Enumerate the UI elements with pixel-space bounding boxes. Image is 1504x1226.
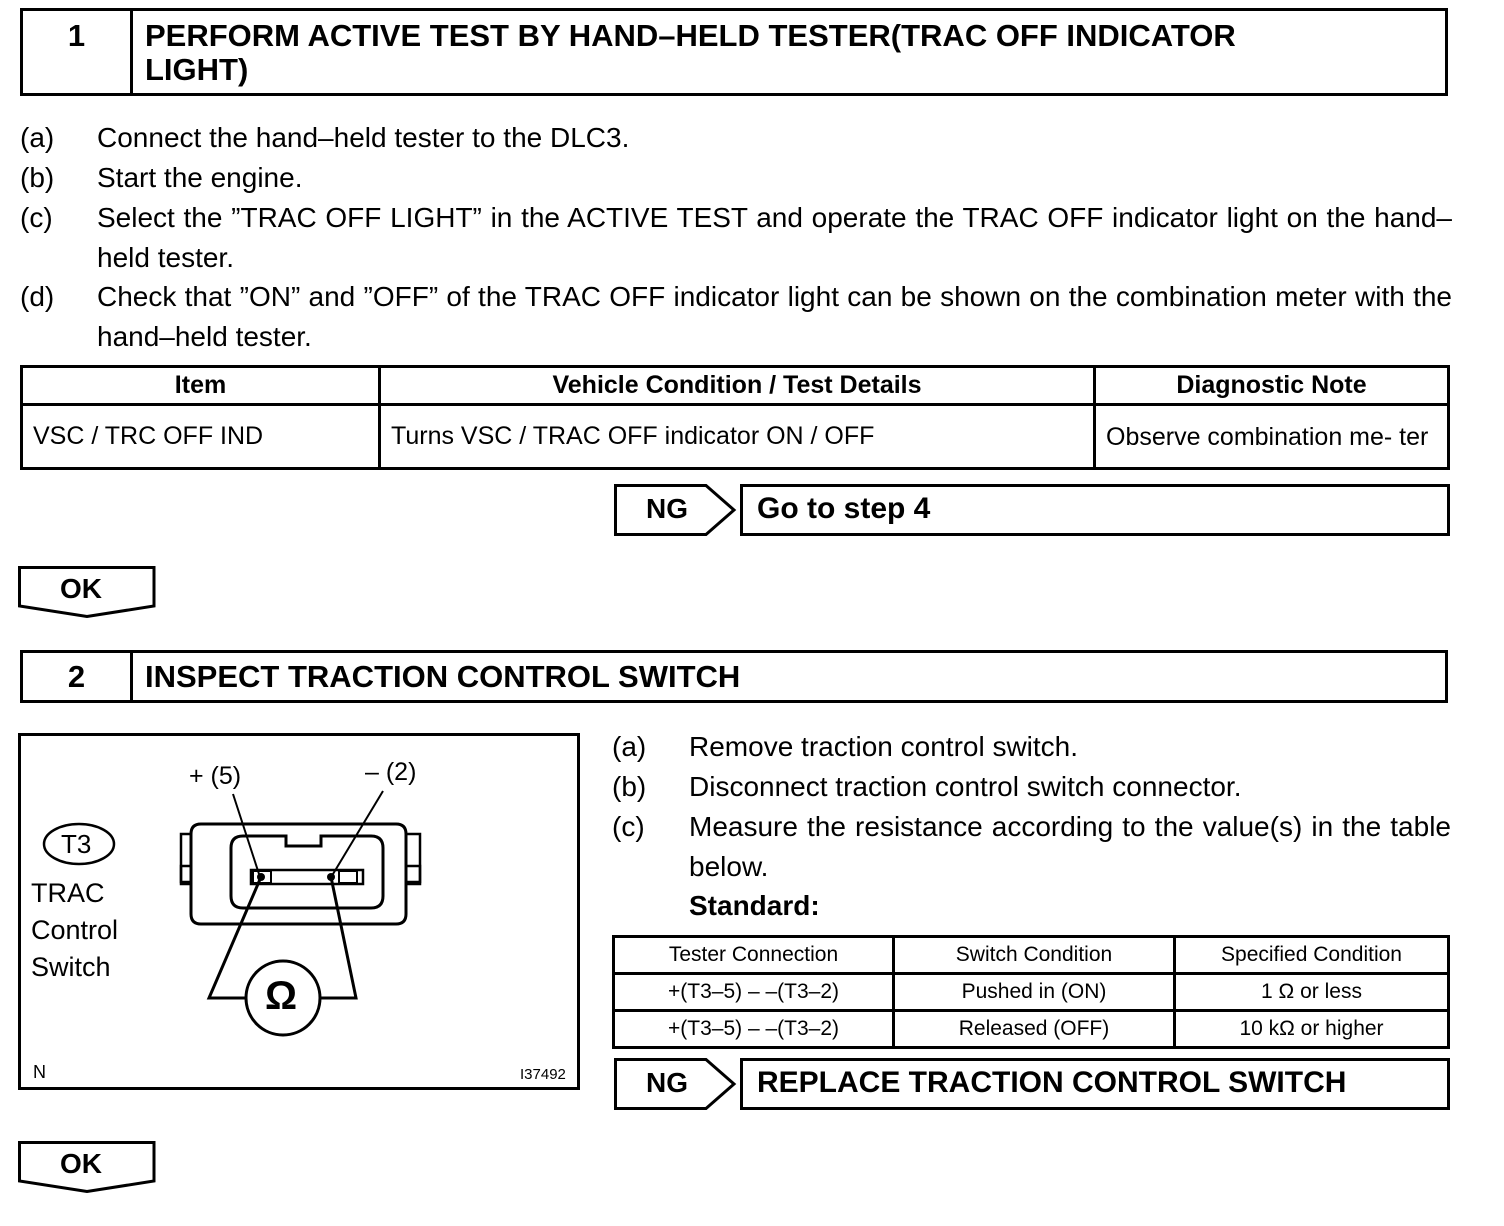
item-label: (a) bbox=[612, 731, 647, 762]
item-text: Start the engine. bbox=[97, 162, 303, 193]
minus-terminal-label: – (2) bbox=[365, 758, 417, 786]
table-row bbox=[22, 405, 1449, 469]
table-cell: Released (OFF) bbox=[894, 1011, 1175, 1048]
component-label-line-2: Control bbox=[31, 915, 119, 945]
ng-label: NG bbox=[646, 1067, 688, 1098]
ok-arrow bbox=[18, 1141, 156, 1193]
item-label: (d) bbox=[20, 281, 55, 312]
table-cell: +(T3–5) – –(T3–2) bbox=[614, 974, 894, 1011]
item-text: Remove traction control switch. bbox=[689, 731, 1079, 762]
connector-id: T3 bbox=[61, 829, 92, 859]
item-text: Check that ”ON” and ”OFF” of the TRAC OFF indicator light can be shown on the combination meter with the hand–held tester. bbox=[97, 281, 1452, 352]
item-label: (c) bbox=[612, 811, 645, 842]
ng-arrow bbox=[614, 484, 744, 536]
item-label: (b) bbox=[20, 162, 55, 193]
step-2-header bbox=[20, 650, 1448, 703]
table-header: Switch Condition bbox=[894, 937, 1175, 974]
ng-result-box: Go to step 4 bbox=[740, 484, 1450, 536]
standard-heading: Standard: bbox=[689, 890, 820, 921]
table-row bbox=[614, 974, 1449, 1011]
ohm-icon: Ω bbox=[265, 974, 298, 1018]
item-text: Measure the resistance according to the value(s) in the table below. bbox=[689, 811, 1451, 882]
figure-id: I37492 bbox=[520, 1066, 566, 1083]
item-text: Select the ”TRAC OFF LIGHT” in the ACTIVE TEST and operate the TRAC OFF indicator light on the hand–held tester. bbox=[97, 202, 1452, 273]
item-label: (b) bbox=[612, 771, 647, 802]
table-cell: Observe combination me- ter bbox=[1095, 405, 1449, 469]
ng-result-box: REPLACE TRACTION CONTROL SWITCH bbox=[740, 1058, 1450, 1110]
component-label-line-1: TRAC bbox=[31, 878, 105, 908]
table-cell: Turns VSC / TRAC OFF indicator ON / OFF bbox=[380, 405, 1095, 469]
table-cell: 10 kΩ or higher bbox=[1175, 1011, 1449, 1048]
step-title: INSPECT TRACTION CONTROL SWITCH bbox=[145, 659, 741, 694]
component-label-line-3: Switch bbox=[31, 952, 111, 982]
step-1-header bbox=[20, 8, 1448, 96]
table-header: Vehicle Condition / Test Details bbox=[380, 367, 1095, 405]
plus-terminal-label: + (5) bbox=[189, 762, 242, 790]
ng-arrow bbox=[614, 1058, 744, 1110]
table-row bbox=[614, 1011, 1449, 1048]
table-header: Specified Condition bbox=[1175, 937, 1449, 974]
step-number: 2 bbox=[23, 653, 133, 700]
table-cell: +(T3–5) – –(T3–2) bbox=[614, 1011, 894, 1048]
table-header-row bbox=[614, 937, 1449, 974]
step-title: PERFORM ACTIVE TEST BY HAND–HELD TESTER(TRAC OFF INDICATOR LIGHT) bbox=[145, 18, 1236, 87]
ok-label: OK bbox=[60, 1148, 102, 1179]
item-text: Connect the hand–held tester to the DLC3. bbox=[97, 122, 630, 153]
item-text: Disconnect traction control switch connector. bbox=[689, 771, 1242, 802]
table-cell: Pushed in (ON) bbox=[894, 974, 1175, 1011]
item-label: (c) bbox=[20, 202, 53, 233]
active-test-table bbox=[20, 365, 1450, 470]
ng-label: NG bbox=[646, 493, 688, 524]
table-cell: VSC / TRC OFF IND bbox=[22, 405, 380, 469]
table-header: Diagnostic Note bbox=[1095, 367, 1449, 405]
table-header: Tester Connection bbox=[614, 937, 894, 974]
table-cell: 1 Ω or less bbox=[1175, 974, 1449, 1011]
connector-figure bbox=[18, 733, 580, 1090]
item-label: (a) bbox=[20, 122, 55, 153]
resistance-table bbox=[612, 935, 1450, 1049]
ok-arrow bbox=[18, 566, 156, 618]
figure-corner-label: N bbox=[33, 1062, 46, 1082]
step-number: 1 bbox=[23, 11, 133, 93]
table-header: Item bbox=[22, 367, 380, 405]
ok-label: OK bbox=[60, 573, 102, 604]
